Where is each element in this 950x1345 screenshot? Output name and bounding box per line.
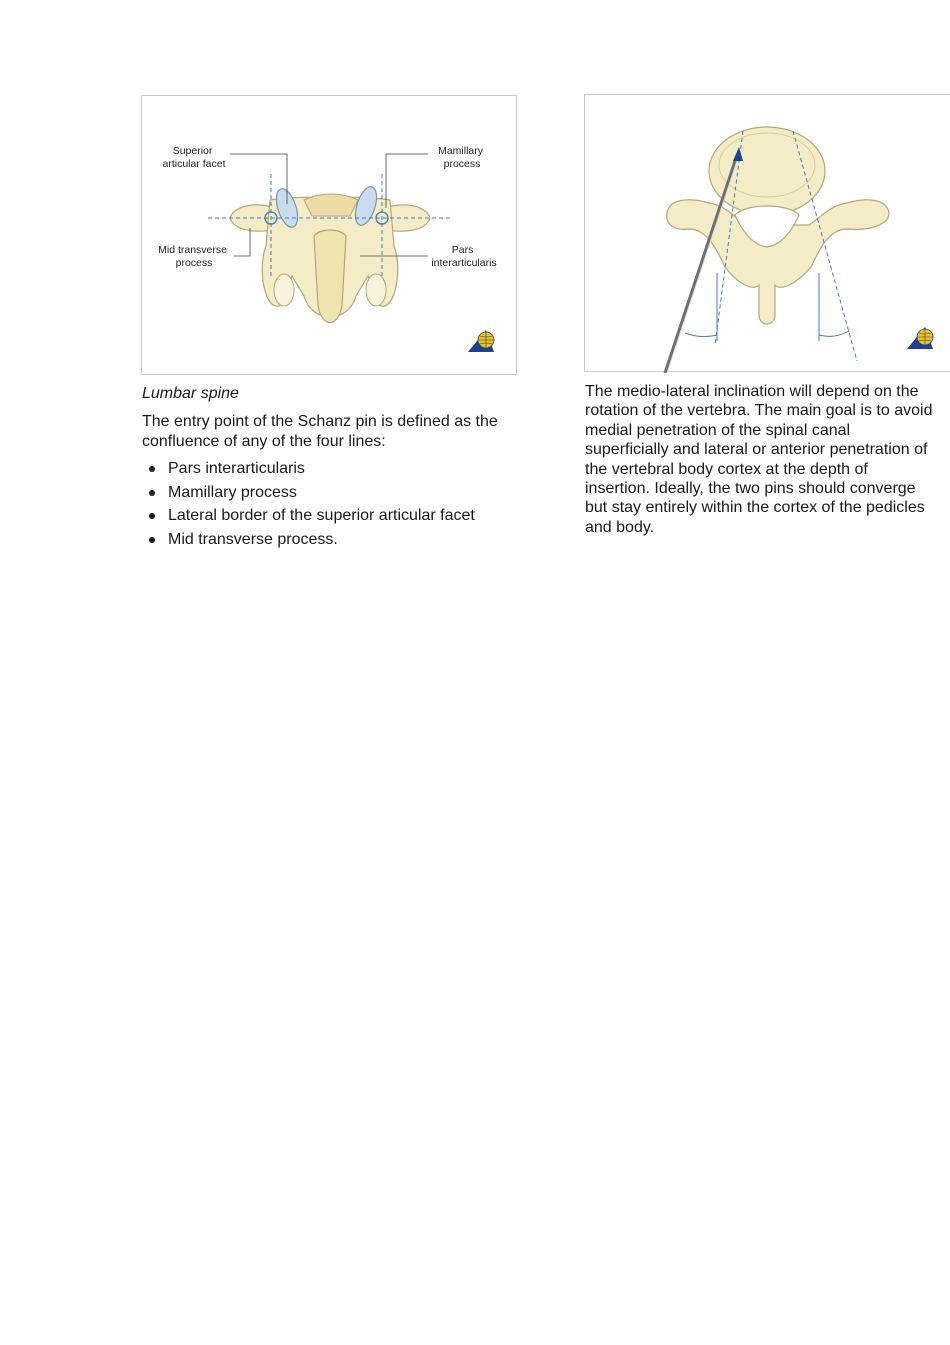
spinous-process <box>314 230 346 323</box>
list-item: Mamillary process <box>142 481 475 505</box>
figure-caption: Lumbar spine <box>142 385 239 402</box>
list-item: Mid transverse process. <box>142 528 475 552</box>
ao-foundation-logo-icon <box>468 330 494 352</box>
vertebra-axial-illustration <box>585 95 950 373</box>
left-inferior-facet <box>274 274 294 306</box>
bullet-icon <box>149 537 155 543</box>
bullet-icon <box>149 513 155 519</box>
ao-foundation-logo-icon <box>907 327 933 349</box>
right-angle-arc <box>819 331 849 336</box>
bullet-icon <box>149 466 155 472</box>
vertebral-body <box>709 127 825 215</box>
intro-paragraph: The entry point of the Schanz pin is defined as the confluence of any of the four lines: <box>142 413 498 450</box>
vertebra-posterior-illustration <box>142 96 518 376</box>
mid-transverse-leader <box>234 228 250 256</box>
label-mid-transverse-process: Mid transverse process <box>158 244 227 269</box>
entry-point-list <box>142 457 475 551</box>
vertebral-body-top <box>304 194 358 216</box>
right-inferior-facet <box>366 274 386 306</box>
label-pars-interarticularis: Pars interarticularis <box>431 244 497 269</box>
vertebra-axial-figure <box>584 94 950 372</box>
label-superior-articular-facet: Superior articular facet <box>162 145 226 170</box>
lumbar-spine-posterior-figure <box>141 95 517 375</box>
bullet-icon <box>149 490 155 496</box>
list-item: Lateral border of the superior articular facet <box>142 504 475 528</box>
inclination-paragraph: The medio-lateral inclination will depend on the rotation of the vertebra. The main goal is to avoid medial penetration of the spinal canal superficially and lateral or anterior penetration of the vertebral body cortex at the depth of insertion. Ideally, the two pins should converge but stay entirely within the cortex of the pedicles and body. <box>585 383 933 536</box>
mamillary-leader <box>386 154 428 208</box>
list-item: Pars interarticularis <box>142 457 475 481</box>
left-angle-arc <box>685 333 717 337</box>
label-mamillary-process: Mamillary process <box>438 145 483 170</box>
